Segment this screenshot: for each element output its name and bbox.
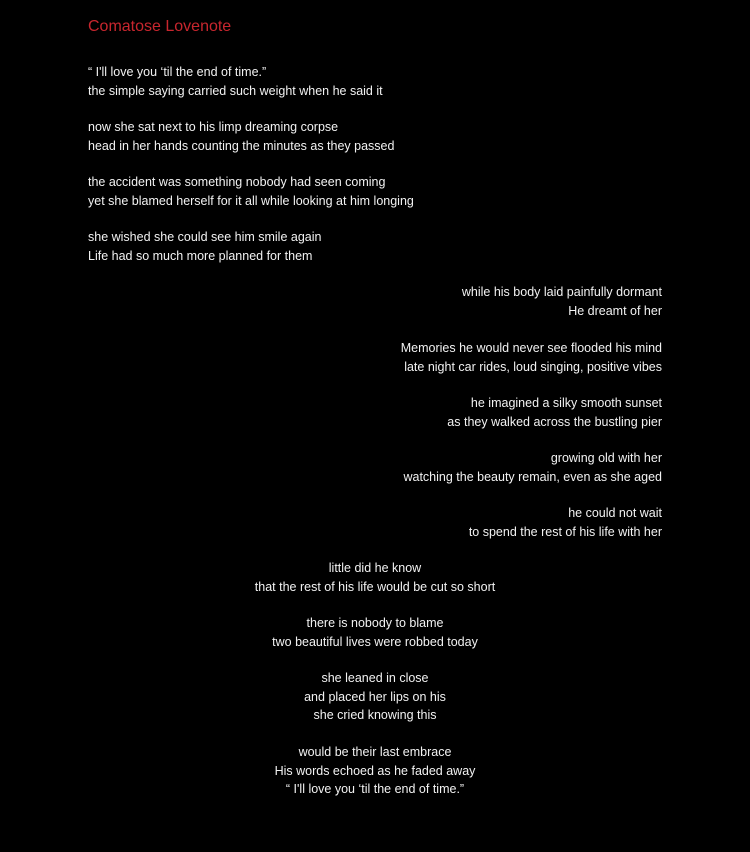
poem-line: the accident was something nobody had seen coming [88, 175, 386, 189]
poem-line: Memories he would never see flooded his mind [400, 341, 662, 355]
poem-line: that the rest of his life would be cut so short [254, 579, 496, 594]
poem-line: would be their last embrace [298, 745, 452, 759]
poem-line: now she sat next to his limp dreaming corpse [88, 120, 339, 134]
poem-line: there is nobody to blame [306, 616, 444, 630]
poem-stanza [260, 394, 662, 431]
poem-title: Comatose Lovenote [88, 18, 232, 35]
poem-line: to spend the rest of his life with her [468, 524, 662, 539]
poem-line: growing old with her [550, 451, 662, 465]
poem-stanza [260, 504, 662, 541]
poem-line: little did he know [328, 561, 422, 575]
poem-line: head in her hands counting the minutes as they passed [88, 138, 395, 153]
poem-line: he could not wait [568, 506, 662, 520]
poem-line: two beautiful lives were robbed today [272, 634, 478, 649]
poem-line: she cried knowing this [313, 708, 437, 722]
poem-line: His words echoed as he faded away [274, 763, 476, 778]
poem-stanza [175, 614, 575, 651]
poem-line: and placed her lips on his [304, 689, 446, 704]
poem-line: while his body laid painfully dormant [461, 285, 662, 299]
poem-line: Life had so much more planned for them [88, 248, 313, 263]
poem-line: late night car rides, loud singing, positive vibes [404, 359, 662, 374]
poem-stanza [88, 173, 414, 210]
poem-stanza [175, 669, 575, 725]
poem-stanza [260, 283, 662, 320]
poem-stanza [88, 228, 321, 265]
poem-stanza [88, 118, 394, 155]
poem-line: “ I'll love you ‘til the end of time.” [88, 65, 267, 79]
poem-line: “ I'll love you ‘til the end of time.” [285, 782, 465, 796]
poem-line: yet she blamed herself for it all while looking at him longing [88, 193, 414, 208]
poem-line: she wished she could see him smile again [88, 230, 322, 244]
poem-line: he imagined a silky smooth sunset [470, 396, 662, 410]
poem-line: she leaned in close [321, 671, 429, 685]
poem-stanza [175, 743, 575, 799]
poem-line: as they walked across the bustling pier [447, 414, 662, 429]
poem-stanza [260, 339, 662, 376]
poem-line: watching the beauty remain, even as she aged [403, 469, 662, 484]
poem-line: He dreamt of her [568, 303, 662, 318]
poem-line: the simple saying carried such weight when he said it [88, 83, 383, 98]
poem-stanza [88, 63, 383, 100]
poem-stanza [260, 449, 662, 486]
poem-stanza [175, 559, 575, 596]
